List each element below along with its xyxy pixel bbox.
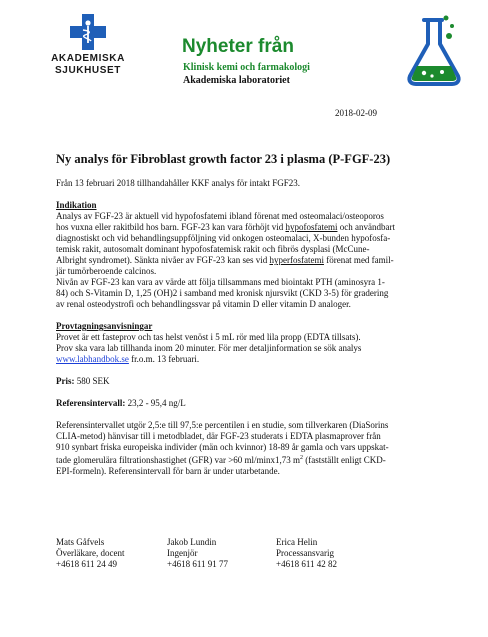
- news-title: Nyheter från: [182, 36, 294, 57]
- sampling-line: Prov ska vara lab tillhanda inom 20 minuter. För mer detaljinformation se sök analys: [56, 343, 362, 353]
- hypophosphatemia-term: hypofosfatemi: [285, 222, 338, 232]
- reference-line: Referensintervallet utgör 2,5:e till 97,5:e percentilen i en studie, som tillverkaren (DiaSorins: [56, 420, 389, 430]
- page-title: Ny analys för Fibroblast growth factor 23 i plasma (P-FGF-23): [56, 152, 391, 166]
- department-name: Klinisk kemi och farmakologi: [183, 62, 310, 73]
- indication-line: 84) och S-Vitamin D, 1,25 (OH)2 i samband med kronisk njursvikt (CKD 3-5) för gradering: [56, 288, 389, 298]
- indication-line: diagnostiskt och vid behandlingsuppföljning vid onkogen osteomalaci, X-bunden hypofosfa-: [56, 233, 391, 243]
- signature-phone: +4618 611 91 77: [167, 559, 228, 569]
- indication-line: Analys av FGF-23 är aktuell vid hypofosfatemi ibland förenat med osteomalaci/osteoporos: [56, 211, 384, 221]
- sampling-line: www.labhandbok.se fr.o.m. 13 februari.: [56, 354, 200, 364]
- hospital-cross-icon: [68, 12, 108, 52]
- flask-icon: [402, 10, 468, 90]
- indication-heading: Indikation: [56, 200, 97, 210]
- signature-name: Mats Gåfvels: [56, 537, 105, 547]
- signature-name: Erica Helin: [276, 537, 318, 547]
- signature-role: Ingenjör: [167, 548, 198, 558]
- reference-line: CLIA-metod) hänvisar till i metodbladet, där FGF-23 studerats i EDTA plasmaprover från: [56, 431, 381, 441]
- org-name: AKADEMISKA SJUKHUSET: [51, 53, 125, 76]
- signature-phone: +4618 611 42 82: [276, 559, 337, 569]
- indication-line: Albright syndromet). Sänkta nivåer av FGF-23 kan ses vid hyperfosfatemi förenat med famil-: [56, 255, 394, 265]
- price-line: Pris: 580 SEK: [56, 376, 110, 386]
- hyperphosphatemia-term: hyperfosfatemi: [269, 255, 324, 265]
- laboratory-name: Akademiska laboratoriet: [183, 75, 290, 86]
- reference-line: EPI-formeln). Referensintervall för barn är under utarbetande.: [56, 466, 280, 476]
- signature-name: Jakob Lundin: [167, 537, 217, 547]
- intro-text: Från 13 februari 2018 tillhandahåller KKF analys för intakt FGF23.: [56, 178, 300, 188]
- sampling-heading: Provtagningsanvisningar: [56, 321, 153, 331]
- reference-line: tade glomerulära filtrationshastighet (GFR) var >60 ml/minx1,73 $m^2$ (fastställt enligt CKD-: [56, 455, 386, 465]
- document-body: [56, 178, 441, 477]
- reference-range-line: Referensintervall: 23,2 - 95,4 ng/L: [56, 398, 186, 408]
- reference-line: 910 synbart friska europeiska individer (män och kvinnor) 18-89 år gamla och vars uppskat-: [56, 442, 389, 452]
- sampling-line: Provet är ett fasteprov och tas helst venöst i 5 mL rör med lila propp (EDTA tillsats).: [56, 332, 361, 342]
- signature-block: [167, 537, 228, 570]
- signature-role: Processansvarig: [276, 548, 334, 558]
- signature-role: Överläkare, docent: [56, 548, 125, 558]
- indication-line: Nivån av FGF-23 kan vara av värde att följa tillsammans med biointakt PTH (aminosyra 1-: [56, 277, 385, 287]
- labhandbok-link[interactable]: www.labhandbok.se: [56, 354, 129, 364]
- indication-line: temisk rakit, autosomalt dominant hypofosfatemisk rakit och fibrös dysplasi (McCune-: [56, 244, 370, 254]
- issue-date: 2018-02-09: [335, 108, 377, 118]
- indication-line: hos vuxna eller rakitbild hos barn. FGF-23 kan vara förhöjt vid hypofosfatemi och användbart: [56, 222, 395, 232]
- indication-line: av renal osteodystrofi och behandlingssvar på vitamin D eller vitamin D analoger.: [56, 299, 351, 309]
- signature-block: [276, 537, 337, 570]
- signature-phone: +4618 611 24 49: [56, 559, 117, 569]
- indication-line: jär tumörberoende calcinos.: [56, 266, 157, 276]
- signature-block: [56, 537, 124, 570]
